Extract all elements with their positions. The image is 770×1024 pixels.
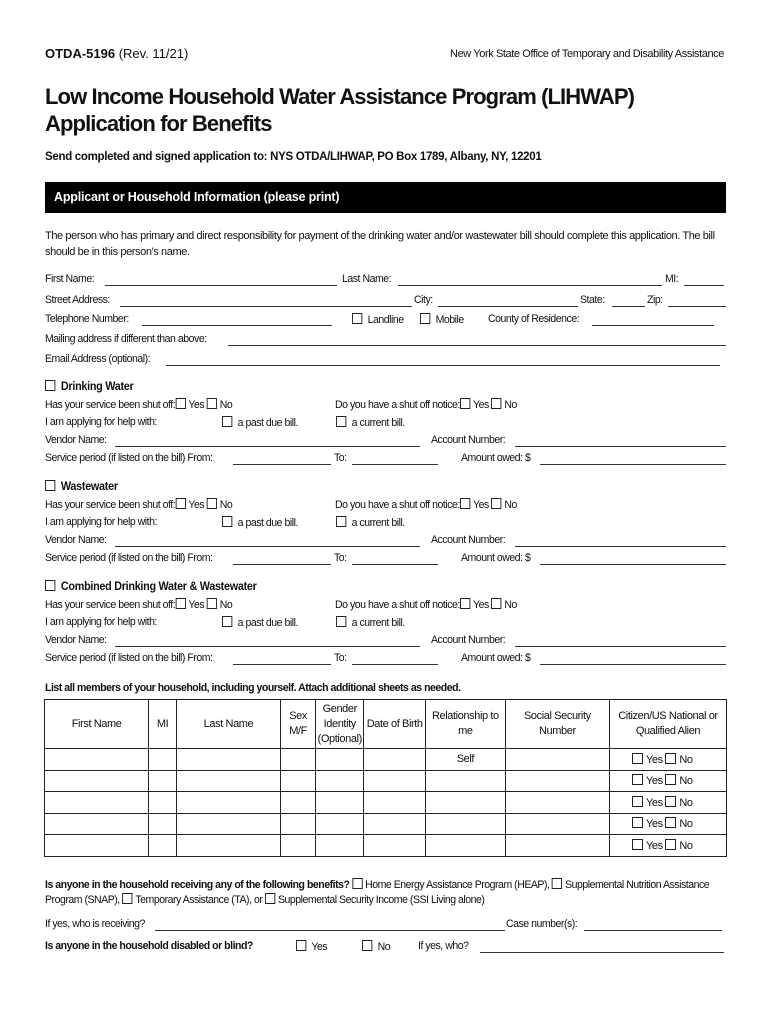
household-table	[44, 699, 727, 857]
wastewater-amount-label: Amount owed: $	[461, 552, 531, 564]
table-cell[interactable]	[316, 792, 364, 814]
wastewater-checkbox[interactable]	[45, 480, 55, 491]
zip-label: Zip:	[647, 294, 663, 306]
combined-shutoff-yes-checkbox[interactable]	[175, 598, 185, 609]
ta-checkbox[interactable]	[122, 893, 132, 904]
disabled-yes-option[interactable]: Yes	[296, 940, 327, 953]
form-id: OTDA-5196 (Rev. 11/21)	[45, 46, 189, 61]
table-cell[interactable]	[149, 835, 177, 857]
combined-section-title[interactable]: Combined Drinking Water & Wastewater	[45, 580, 257, 593]
drinking-water-shutoff-no-checkbox[interactable]	[207, 398, 217, 409]
wastewater-notice-yes-checkbox[interactable]	[460, 498, 470, 509]
citizen-yes-checkbox[interactable]	[632, 753, 643, 764]
citizen-no-checkbox[interactable]	[665, 796, 676, 807]
agency-name: New York State Office of Temporary and Disability Assistance	[450, 48, 724, 60]
drinking-water-notice-question: Do you have a shut off notice: Yes No	[335, 399, 517, 411]
wastewater-current-option[interactable]: a current bill.	[336, 516, 405, 529]
combined-current-checkbox[interactable]	[336, 616, 346, 627]
table-cell[interactable]	[176, 813, 280, 835]
who-receiving-label: If yes, who is receiving?	[45, 918, 145, 930]
first-name-field[interactable]	[105, 285, 337, 286]
section-header-bar: Applicant or Household Information (please print)	[45, 182, 726, 213]
table-cell[interactable]	[281, 749, 316, 771]
wastewater-notice-question: Do you have a shut off notice: Yes No	[335, 499, 517, 511]
city-label: City:	[414, 294, 433, 306]
citizen-yes-checkbox[interactable]	[632, 774, 643, 785]
drinking-water-section-title[interactable]: Drinking Water	[45, 380, 133, 393]
drinking-water-checkbox[interactable]	[45, 380, 55, 391]
combined-amount-field[interactable]	[540, 664, 726, 665]
drinking-water-past-due-option[interactable]: a past due bill.	[222, 416, 298, 429]
combined-past-due-option[interactable]: a past due bill.	[222, 616, 298, 629]
table-cell[interactable]	[149, 792, 177, 814]
table-cell[interactable]	[176, 835, 280, 857]
drinking-water-notice-yes-checkbox[interactable]	[460, 398, 470, 409]
heap-checkbox[interactable]	[352, 878, 362, 889]
table-row	[45, 813, 727, 835]
wastewater-current-checkbox[interactable]	[336, 516, 346, 527]
citizen-yes-checkbox[interactable]	[632, 817, 643, 828]
disabled-question: Is anyone in the household disabled or blind?	[45, 940, 253, 952]
table-cell[interactable]	[281, 813, 316, 835]
table-cell[interactable]	[505, 749, 609, 771]
table-cell[interactable]	[45, 770, 149, 792]
benefits-question: Is anyone in the household receiving any of the following benefits? Home Energy Assistance Program (HEAP), Supplemental Nutrition Assistance Program (SNAP), Temporary Assistance (TA), or Supplemental Security Income (SSI Living alone)	[45, 879, 710, 906]
county-field[interactable]	[592, 325, 714, 326]
combined-to-label: To:	[334, 652, 347, 664]
combined-shutoff-question: Has your service been shut off: Yes No	[45, 599, 233, 611]
combined-current-option[interactable]: a current bill.	[336, 616, 405, 629]
relationship-self: Self	[426, 749, 506, 771]
table-cell[interactable]	[426, 835, 506, 857]
page-title: Low Income Household Water Assistance Program (LIHWAP) Application for Benefits	[45, 84, 635, 136]
table-cell[interactable]	[281, 770, 316, 792]
combined-shutoff-no-checkbox[interactable]	[207, 598, 217, 609]
wastewater-shutoff-question: Has your service been shut off: Yes No	[45, 499, 233, 511]
table-cell[interactable]	[176, 749, 280, 771]
first-name-label: First Name:	[45, 273, 95, 285]
mi-label: MI:	[665, 273, 679, 285]
county-label: County of Residence:	[488, 313, 580, 325]
drinking-water-to-label: To:	[334, 452, 347, 464]
table-row	[45, 749, 727, 771]
table-cell[interactable]	[505, 813, 609, 835]
send-to-address: Send completed and signed application to: NYS OTDA/LIHWAP, PO Box 1789, Albany, NY, 12201	[45, 151, 542, 163]
wastewater-past-due-checkbox[interactable]	[222, 516, 232, 527]
drinking-water-account-label: Account Number:	[431, 434, 506, 446]
col-last-name: Last Name	[176, 700, 280, 749]
wastewater-notice-no-checkbox[interactable]	[491, 498, 501, 509]
drinking-water-current-option[interactable]: a current bill.	[336, 416, 405, 429]
intro-text: The person who has primary and direct responsibility for payment of the drinking water and/or wastewater bill should complete this application. The bill should be in this person's name.	[45, 230, 715, 258]
street-field[interactable]	[120, 306, 412, 307]
landline-checkbox[interactable]	[352, 313, 362, 324]
col-ssn: Social Security Number	[505, 700, 609, 749]
combined-period-label: Service period (if listed on the bill) From:	[45, 652, 213, 664]
drinking-water-period-to-field[interactable]	[352, 464, 438, 465]
telephone-field[interactable]	[142, 325, 332, 326]
email-field[interactable]	[166, 365, 720, 366]
table-cell[interactable]	[316, 813, 364, 835]
table-cell[interactable]	[316, 770, 364, 792]
citizen-yes-checkbox[interactable]	[632, 796, 643, 807]
combined-vendor-label: Vendor Name:	[45, 634, 107, 646]
table-cell[interactable]	[426, 792, 506, 814]
col-relationship: Relationship to me	[426, 700, 506, 749]
drinking-water-amount-label: Amount owed: $	[461, 452, 531, 464]
citizen-no-checkbox[interactable]	[665, 817, 676, 828]
snap-checkbox[interactable]	[552, 878, 562, 889]
if-yes-who-field[interactable]	[480, 952, 724, 953]
mi-field[interactable]	[684, 285, 724, 286]
table-cell[interactable]	[281, 835, 316, 857]
mailing-label: Mailing address if different than above:	[45, 333, 207, 345]
wastewater-account-field[interactable]	[515, 546, 726, 547]
wastewater-account-label: Account Number:	[431, 534, 506, 546]
wastewater-period-label: Service period (if listed on the bill) From:	[45, 552, 213, 564]
table-row	[45, 792, 727, 814]
col-first-name: First Name	[45, 700, 149, 749]
citizen-no-checkbox[interactable]	[665, 839, 676, 850]
table-cell[interactable]	[364, 770, 426, 792]
case-number-label: Case number(s):	[506, 918, 578, 930]
disabled-no-option[interactable]: No	[362, 940, 390, 953]
table-cell[interactable]	[505, 792, 609, 814]
wastewater-amount-field[interactable]	[540, 564, 726, 565]
citizen-cell[interactable]: Yes No	[609, 749, 726, 771]
wastewater-vendor-label: Vendor Name:	[45, 534, 107, 546]
mobile-checkbox[interactable]	[420, 313, 430, 324]
drinking-water-notice-no-checkbox[interactable]	[491, 398, 501, 409]
table-cell[interactable]	[364, 792, 426, 814]
wastewater-period-to-field[interactable]	[352, 564, 438, 565]
combined-notice-yes-checkbox[interactable]	[460, 598, 470, 609]
table-cell[interactable]	[176, 770, 280, 792]
disabled-no-checkbox[interactable]	[362, 940, 372, 951]
col-dob: Date of Birth	[364, 700, 426, 749]
last-name-label: Last Name:	[342, 273, 392, 285]
combined-period-to-field[interactable]	[352, 664, 438, 665]
telephone-label: Telephone Number:	[45, 313, 129, 325]
drinking-water-applying-label: I am applying for help with:	[45, 416, 157, 428]
case-number-field[interactable]	[584, 930, 722, 931]
drinking-water-current-checkbox[interactable]	[336, 416, 346, 427]
drinking-water-shutoff-yes-checkbox[interactable]	[175, 398, 185, 409]
household-instruction: List all members of your household, including yourself. Attach additional sheets as needed.	[45, 682, 461, 694]
table-row	[45, 770, 727, 792]
email-label: Email Address (optional):	[45, 353, 151, 365]
combined-account-field[interactable]	[515, 646, 726, 647]
col-sex: Sex M/F	[281, 700, 316, 749]
wastewater-applying-label: I am applying for help with:	[45, 516, 157, 528]
landline-option[interactable]: Landline	[352, 313, 404, 326]
drinking-water-shutoff-question: Has your service been shut off: Yes No	[45, 399, 233, 411]
table-cell[interactable]	[45, 813, 149, 835]
citizen-cell[interactable]: Yes No	[609, 770, 726, 792]
table-cell[interactable]	[316, 835, 364, 857]
table-row	[45, 835, 727, 857]
wastewater-shutoff-no-checkbox[interactable]	[207, 498, 217, 509]
table-cell[interactable]	[45, 835, 149, 857]
table-cell[interactable]	[364, 749, 426, 771]
street-label: Street Address:	[45, 294, 110, 306]
col-gender-identity: Gender Identity (Optional)	[316, 700, 364, 749]
table-cell[interactable]	[149, 749, 177, 771]
mailing-field[interactable]	[228, 345, 726, 346]
table-cell[interactable]	[364, 813, 426, 835]
table-cell[interactable]	[45, 749, 149, 771]
wastewater-vendor-field[interactable]	[115, 546, 420, 547]
drinking-water-past-due-checkbox[interactable]	[222, 416, 232, 427]
city-field[interactable]	[438, 306, 578, 307]
col-mi: MI	[149, 700, 177, 749]
combined-period-from-field[interactable]	[233, 664, 331, 665]
last-name-field[interactable]	[398, 285, 662, 286]
wastewater-period-from-field[interactable]	[233, 564, 331, 565]
if-yes-who-label: If yes, who?	[418, 940, 469, 952]
table-cell[interactable]	[364, 835, 426, 857]
combined-applying-label: I am applying for help with:	[45, 616, 157, 628]
drinking-water-period-label: Service period (if listed on the bill) From:	[45, 452, 213, 464]
table-cell[interactable]	[149, 813, 177, 835]
who-receiving-field[interactable]	[155, 930, 505, 931]
table-cell[interactable]	[505, 835, 609, 857]
state-label: State:	[580, 294, 605, 306]
table-cell[interactable]	[149, 770, 177, 792]
combined-account-label: Account Number:	[431, 634, 506, 646]
combined-past-due-checkbox[interactable]	[222, 616, 232, 627]
col-citizen: Citizen/US National or Qualified Alien	[609, 700, 726, 749]
combined-notice-question: Do you have a shut off notice: Yes No	[335, 599, 517, 611]
combined-amount-label: Amount owed: $	[461, 652, 531, 664]
citizen-cell[interactable]: Yes No	[609, 792, 726, 814]
drinking-water-vendor-label: Vendor Name:	[45, 434, 107, 446]
drinking-water-vendor-field[interactable]	[115, 446, 420, 447]
state-field[interactable]	[612, 306, 645, 307]
wastewater-to-label: To:	[334, 552, 347, 564]
citizen-no-checkbox[interactable]	[665, 774, 676, 785]
ssi-checkbox[interactable]	[265, 893, 275, 904]
table-cell[interactable]	[176, 792, 280, 814]
citizen-cell[interactable]: Yes No	[609, 813, 726, 835]
table-cell[interactable]	[505, 770, 609, 792]
mobile-option[interactable]: Mobile	[420, 313, 464, 326]
drinking-water-period-from-field[interactable]	[233, 464, 331, 465]
combined-checkbox[interactable]	[45, 580, 55, 591]
citizen-cell[interactable]: Yes No	[609, 835, 726, 857]
wastewater-past-due-option[interactable]: a past due bill.	[222, 516, 298, 529]
wastewater-section-title[interactable]: Wastewater	[45, 480, 118, 493]
citizen-no-checkbox[interactable]	[665, 753, 676, 764]
citizen-yes-checkbox[interactable]	[632, 839, 643, 850]
table-cell[interactable]	[426, 770, 506, 792]
table-cell[interactable]	[45, 792, 149, 814]
table-cell[interactable]	[316, 749, 364, 771]
combined-vendor-field[interactable]	[115, 646, 420, 647]
table-cell[interactable]	[426, 813, 506, 835]
zip-field[interactable]	[668, 306, 726, 307]
disabled-yes-checkbox[interactable]	[296, 940, 306, 951]
drinking-water-account-field[interactable]	[515, 446, 726, 447]
table-cell[interactable]	[281, 792, 316, 814]
combined-notice-no-checkbox[interactable]	[491, 598, 501, 609]
drinking-water-amount-field[interactable]	[540, 464, 726, 465]
wastewater-shutoff-yes-checkbox[interactable]	[175, 498, 185, 509]
